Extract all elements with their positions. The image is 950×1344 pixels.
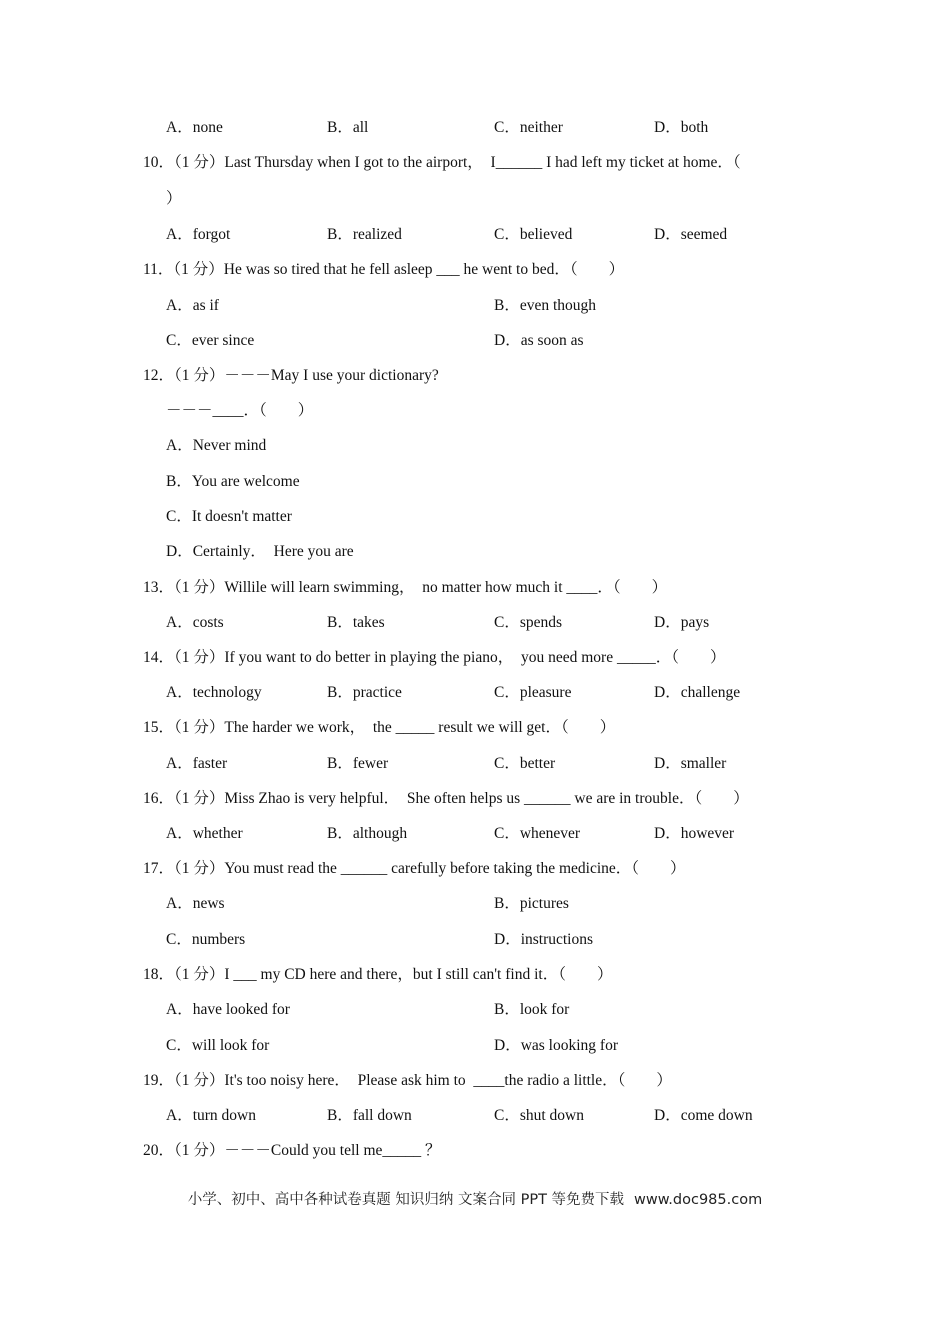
- q9-options-row: [0, 116, 709, 140]
- q17-option-b: B．pictures: [494, 895, 569, 912]
- q14-stem: 14．（1 分）If you want to do better in playing the piano， you need more _____．（ ）: [143, 649, 726, 666]
- q12-option-a-row: [0, 434, 267, 458]
- q11-stem: 11．（1 分）He was so tired that he fell asleep ___ he went to bed．（ ）: [143, 261, 625, 278]
- q12-option-b-row: [0, 470, 300, 494]
- q20-stem-row: [0, 1139, 441, 1163]
- q18-option-c: C．will look for: [166, 1037, 270, 1054]
- q10-stem: 10．（1 分）Last Thursday when I got to the airport， I______ I had left my ticket at home．（: [143, 154, 741, 171]
- q15-option-c: C．better: [494, 755, 556, 772]
- q11-option-b: B．even though: [494, 297, 597, 314]
- q11-option-c: C．ever since: [166, 332, 255, 349]
- q17-option-d: D．instructions: [494, 931, 594, 948]
- q10-option-b: B．realized: [327, 226, 402, 243]
- q15-stem-row: [0, 716, 616, 740]
- q17-stem-row: [0, 857, 686, 881]
- q19-option-c: C．shut down: [494, 1107, 584, 1124]
- footer-url: www.doc985.com: [634, 1192, 763, 1208]
- q10-stem-cont: ）: [166, 190, 182, 207]
- q12-stem-cont-row: [0, 399, 314, 423]
- q10-stem-cont-row: [0, 187, 182, 211]
- q20-stem: 20．（1 分）－－－Could you tell me_____ ？: [143, 1142, 441, 1159]
- q17-option-a: A．news: [166, 895, 225, 912]
- q12-stem-row: [0, 364, 439, 388]
- q15-options-row: [0, 752, 727, 776]
- q16-stem: 16．（1 分）Miss Zhao is very helpful． She often helps us ______ we are in trouble．（ ）: [143, 790, 749, 807]
- footer-text: 小学、初中、高中各种试卷真题 知识归纳 文案合同 PPT 等免费下载: [187, 1192, 625, 1208]
- q16-option-c: C．whenever: [494, 825, 581, 842]
- q18-option-a: A．have looked for: [166, 1001, 290, 1018]
- q13-option-a: A．costs: [166, 614, 224, 631]
- q11-options-row-2: [0, 329, 584, 353]
- q12-stem-cont: －－－____．（ ）: [166, 402, 314, 419]
- q12-option-b: B．You are welcome: [166, 473, 300, 490]
- q13-stem-row: [0, 576, 668, 600]
- q19-options-row: [0, 1104, 753, 1128]
- q18-stem-row: [0, 963, 613, 987]
- q11-options-row-1: [0, 294, 597, 318]
- q12-option-d: D．Certainly． Here you are: [166, 543, 354, 560]
- q19-stem-row: [0, 1069, 672, 1093]
- q16-stem-row: [0, 787, 749, 811]
- q17-stem: 17．（1 分）You must read the ______ carefully before taking the medicine．（ ）: [143, 860, 686, 877]
- q18-option-d: D．was looking for: [494, 1037, 618, 1054]
- q10-option-c: C．believed: [494, 226, 573, 243]
- q11-option-d: D．as soon as: [494, 332, 584, 349]
- q9-option-d: D．both: [654, 119, 709, 136]
- q18-stem: 18．（1 分）I ___ my CD here and there，but I still can't find it．（ ）: [143, 966, 613, 983]
- q12-stem: 12．（1 分）－－－May I use your dictionary?: [143, 367, 439, 384]
- q17-options-row-2: [0, 928, 594, 952]
- q15-option-a: A．faster: [166, 755, 228, 772]
- q16-options-row: [0, 822, 735, 846]
- q16-option-d: D．however: [654, 825, 735, 842]
- q12-option-c: C．It doesn't matter: [166, 508, 292, 525]
- q13-options-row: [0, 611, 710, 635]
- q12-option-a: A．Never mind: [166, 437, 267, 454]
- q13-stem: 13．（1 分）Willile will learn swimming， no matter how much it ____．（ ）: [143, 579, 668, 596]
- q17-option-c: C．numbers: [166, 931, 246, 948]
- q19-stem: 19．（1 分）It's too noisy here． Please ask him to ____the radio a little．（ ）: [143, 1072, 672, 1089]
- q12-option-c-row: [0, 505, 292, 529]
- q19-option-b: B．fall down: [327, 1107, 412, 1124]
- q9-option-a: A．none: [166, 119, 223, 136]
- q11-stem-row: [0, 258, 625, 282]
- q13-option-c: C．spends: [494, 614, 563, 631]
- q14-options-row: [0, 681, 741, 705]
- q11-option-a: A．as if: [166, 297, 219, 314]
- q15-option-d: D．smaller: [654, 755, 727, 772]
- q10-options-row: [0, 223, 728, 247]
- q18-option-b: B．look for: [494, 1001, 570, 1018]
- q9-option-c: C．neither: [494, 119, 563, 136]
- q18-options-row-1: [0, 998, 570, 1022]
- q18-options-row-2: [0, 1034, 618, 1058]
- q14-option-d: D．challenge: [654, 684, 741, 701]
- q19-option-a: A．turn down: [166, 1107, 256, 1124]
- page-footer: [0, 1188, 950, 1209]
- q14-option-c: C．pleasure: [494, 684, 572, 701]
- q10-option-d: D．seemed: [654, 226, 728, 243]
- q17-options-row-1: [0, 892, 569, 916]
- q10-stem-row: [0, 151, 741, 175]
- q16-option-b: B．although: [327, 825, 408, 842]
- q14-stem-row: [0, 646, 726, 670]
- q13-option-b: B．takes: [327, 614, 385, 631]
- q15-option-b: B．fewer: [327, 755, 389, 772]
- q14-option-a: A．technology: [166, 684, 262, 701]
- q16-option-a: A．whether: [166, 825, 243, 842]
- q15-stem: 15．（1 分）The harder we work， the _____ result we will get．（ ）: [143, 719, 616, 736]
- q9-option-b: B．all: [327, 119, 369, 136]
- q19-option-d: D．come down: [654, 1107, 753, 1124]
- q10-option-a: A．forgot: [166, 226, 231, 243]
- q12-option-d-row: [0, 540, 354, 564]
- q14-option-b: B．practice: [327, 684, 402, 701]
- q13-option-d: D．pays: [654, 614, 710, 631]
